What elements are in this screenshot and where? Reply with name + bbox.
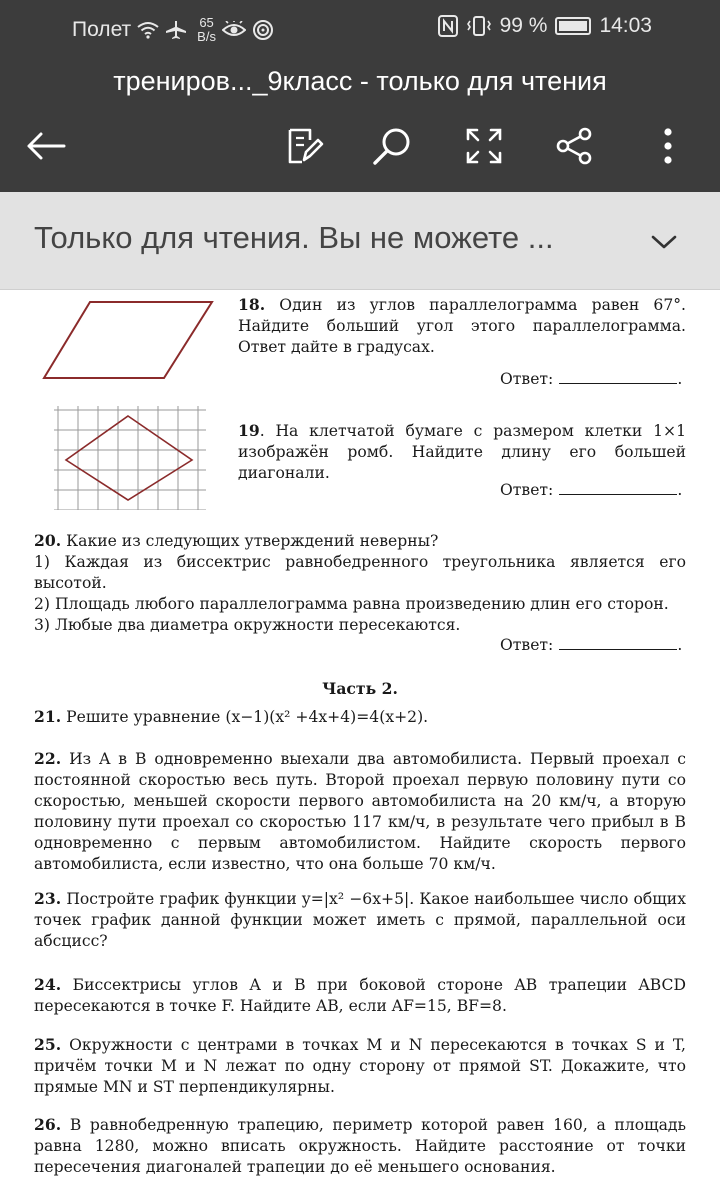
question-24-text: Биссектрисы углов A и B при боковой стороне AB трапеции ABCD пересекаются в точке F. Найдите AB, если AF=15, BF=8.: [34, 976, 686, 1015]
airplane-icon: [165, 20, 187, 40]
question-18-text: Один из углов параллелограмма равен 67°. Найдите больший угол этого параллелограмма. Ответ дайте в градусах.: [238, 296, 686, 356]
network-speed: [197, 16, 216, 44]
answer-end: .: [677, 636, 683, 654]
nfc-icon: [438, 15, 458, 37]
question-25-number: 25.: [34, 1035, 62, 1054]
search-button[interactable]: [368, 122, 416, 170]
question-18-number: 18.: [238, 295, 266, 314]
statement-2: 2) Площадь любого параллелограмма равна произведению длин его сторон.: [34, 595, 669, 613]
part-2-heading: [34, 678, 686, 700]
parallelogram-figure: [40, 298, 220, 382]
answer-18: [500, 370, 682, 388]
statement-1: 1) Каждая из биссектрис равнобедренного треугольника является его высотой.: [34, 553, 686, 592]
network-speed-value: 65: [199, 15, 214, 30]
share-icon: [554, 126, 594, 166]
question-26: [34, 1114, 686, 1178]
battery-percent: 99 %: [499, 14, 548, 37]
question-24: [34, 974, 686, 1017]
question-22: [34, 748, 686, 875]
grid-rhombus-figure: [54, 406, 206, 510]
battery-icon: [555, 17, 591, 35]
clock: 14:03: [599, 14, 652, 37]
question-21: [34, 706, 686, 728]
question-24-number: 24.: [34, 975, 62, 994]
edit-document-icon: [284, 126, 324, 166]
question-22-number: 22.: [34, 749, 62, 768]
question-25: [34, 1034, 686, 1098]
question-21-number: 21.: [34, 707, 62, 726]
status-left: [72, 16, 274, 44]
edit-button[interactable]: [280, 122, 328, 170]
status-right: [438, 14, 652, 38]
answer-end: .: [677, 481, 683, 499]
question-23-text: Постройте график функции y=|x² −6x+5|. Какое наибольшее число общих точек график данной функции может иметь с прямой, параллельной оси абсцисс?: [34, 890, 686, 950]
answer-line: [559, 636, 677, 650]
answer-label: Ответ:: [500, 636, 554, 654]
network-speed-unit: B/s: [197, 29, 216, 44]
read-only-banner[interactable]: [0, 192, 720, 290]
question-26-number: 26.: [34, 1115, 62, 1134]
document-page[interactable]: [0, 292, 720, 1194]
search-icon: [371, 125, 413, 167]
question-20-number: 20.: [34, 531, 62, 550]
question-18: [238, 294, 686, 358]
chevron-down-icon: [651, 234, 677, 250]
answer-line: [559, 370, 677, 384]
answer-end: .: [677, 370, 683, 388]
question-19: [238, 420, 686, 484]
vibrate-icon: [466, 15, 492, 37]
question-19-number: 19: [238, 421, 260, 440]
question-26-text: В равнобедренную трапецию, периметр которой равен 160, а площадь равна 1280, можно вписать окружность. Найдите расстояние от точки пересечения диагоналей трапеции до её меньшего основания.: [34, 1116, 686, 1176]
read-only-message: Только для чтения. Вы не можете ...: [34, 220, 554, 255]
carrier-name: Полет: [72, 18, 132, 41]
wifi-icon: [137, 21, 159, 39]
back-button[interactable]: [22, 122, 70, 170]
status-bar: [0, 0, 720, 56]
answer-19: [500, 481, 682, 499]
document-title: трениров..._9класс - только для чтения: [113, 66, 607, 96]
question-21-text: Решите уравнение (x−1)(x² +4x+4)=4(x+2).: [66, 708, 429, 726]
share-button[interactable]: [550, 122, 598, 170]
hotspot-icon: [252, 19, 274, 41]
arrow-left-icon: [26, 131, 66, 161]
banner-expand-button[interactable]: [644, 222, 684, 262]
more-options-button[interactable]: [644, 122, 692, 170]
expand-icon: [465, 127, 503, 165]
question-22-text: Из A в B одновременно выехали два автомобилиста. Первый проехал с постоянной скоростью весь путь. Второй проехал первую половину пути со скоростью, меньшей скорости первого автомобилиста на 20 км/ч, а вторую половину пути проехал со скоростью 117 км/ч, в результате чего прибыл в B одновременно с первым автомобилистом. Найдите скорость первого автомобилиста, если известно, что она больше 70 км/ч.: [34, 750, 686, 873]
question-23-number: 23.: [34, 889, 62, 908]
question-20-text: Какие из следующих утверждений неверны?: [66, 532, 439, 550]
question-25-text: Окружности с центрами в точках M и N пересекаются в точках S и T, причём точки M и N лежат по одну сторону от прямой ST. Докажите, что прямые MN и ST перпендикулярны.: [34, 1036, 686, 1096]
part-2-title: Часть 2.: [322, 679, 398, 698]
battery-fill: [559, 21, 587, 31]
app-bar: [0, 56, 720, 192]
answer-line: [559, 481, 677, 495]
answer-20: [500, 636, 682, 654]
answer-label: Ответ:: [500, 370, 554, 388]
statement-3: 3) Любые два диаметра окружности пересекаются.: [34, 616, 461, 634]
question-19-text: . На клетчатой бумаге с размером клетки 1×1 изображён ромб. Найдите длину его большей диагонали.: [238, 422, 686, 482]
question-23: [34, 888, 686, 952]
eye-icon: [222, 21, 246, 39]
more-vertical-icon: [662, 126, 674, 166]
answer-label: Ответ:: [500, 481, 554, 499]
fullscreen-button[interactable]: [460, 122, 508, 170]
question-20: [34, 530, 686, 636]
